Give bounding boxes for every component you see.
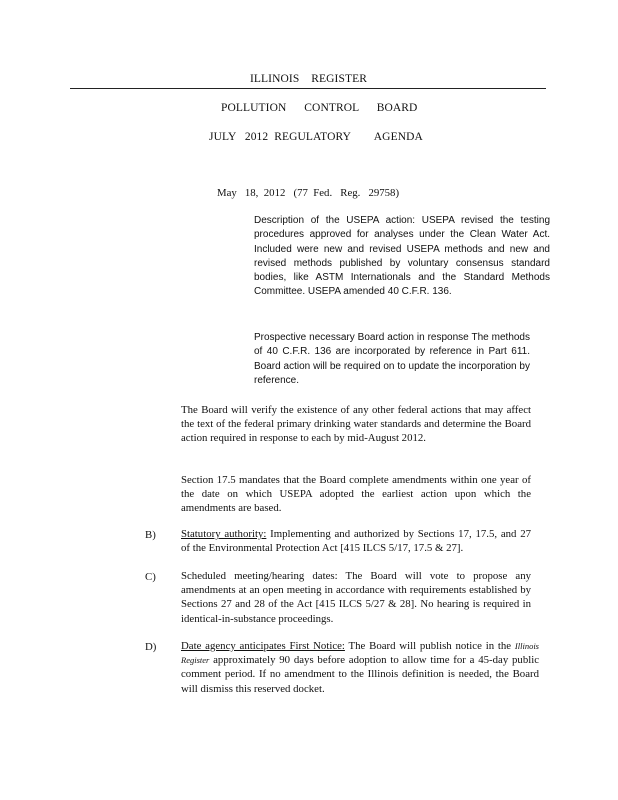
agenda-title: JULY 2012 REGULATORY AGENDA bbox=[209, 131, 423, 143]
first-notice-heading: Date agency anticipates First Notice: bbox=[181, 640, 345, 652]
item-c-label: C) bbox=[145, 571, 156, 583]
verification-paragraph: The Board will verify the existence of any other federal actions that may affect the text of the federal primary drinking water standards and determine the Board action required in response to each by mid-August 2012. bbox=[181, 404, 531, 445]
section-17-5-paragraph: Section 17.5 mandates that the Board complete amendments within one year of the date on which USEPA adopted the earliest action upon which the amendments are based. bbox=[181, 474, 531, 515]
statutory-authority-heading: Statutory authority: bbox=[181, 528, 267, 540]
board-title: POLLUTION CONTROL BOARD bbox=[221, 102, 418, 114]
illinois-register-italic: Illinois Register bbox=[181, 641, 539, 666]
federal-register-date: May 18, 2012 (77 Fed. Reg. 29758) bbox=[217, 187, 400, 199]
first-notice-text: The Board will publish notice in the bbox=[348, 640, 512, 652]
usepa-action-description: Description of the USEPA action: USEPA revised the testing procedures approved for analyses under the Clean Water Act. Included were new and revised USEPA methods and new and revised methods published by voluntary consensus standard bodies, like ASTM Internationals and the Standard Methods Committee. USEPA amended 40 C.F.R. 136. bbox=[254, 215, 550, 298]
prospective-board-action: Prospective necessary Board action in response The methods of 40 C.F.R. 136 are incorporated by reference in Part 611. Board action will be required on to update the incorporation by reference. bbox=[254, 332, 530, 386]
item-c-scheduled-meeting: Scheduled meeting/hearing dates: The Board will vote to propose any amendments at an open meeting in accordance with requirements established by Sections 27 and 28 of the Act [415 ILCS 5/27 & 28]. No hearing is required in identical-in-substance proceedings. bbox=[181, 570, 531, 625]
register-title: ILLINOIS REGISTER bbox=[250, 73, 367, 85]
item-d-label: D) bbox=[145, 641, 157, 653]
first-notice-text-continued: approximately 90 days before adoption to allow time for a 45-day public comment period. If no amendment to the Illinois definition is needed, the Board will dismiss this reserved docket. bbox=[181, 654, 540, 695]
item-d-first-notice bbox=[181, 639, 539, 696]
item-b-statutory-authority bbox=[181, 527, 531, 555]
header-rule bbox=[70, 88, 546, 89]
item-b-label: B) bbox=[145, 529, 156, 541]
statutory-authority-text: Implementing and authorized by Sections 17, 17.5, and 27 of the Environmental Protection Act [415 ILCS 5/17, 17.5 & 27]. bbox=[181, 528, 531, 555]
